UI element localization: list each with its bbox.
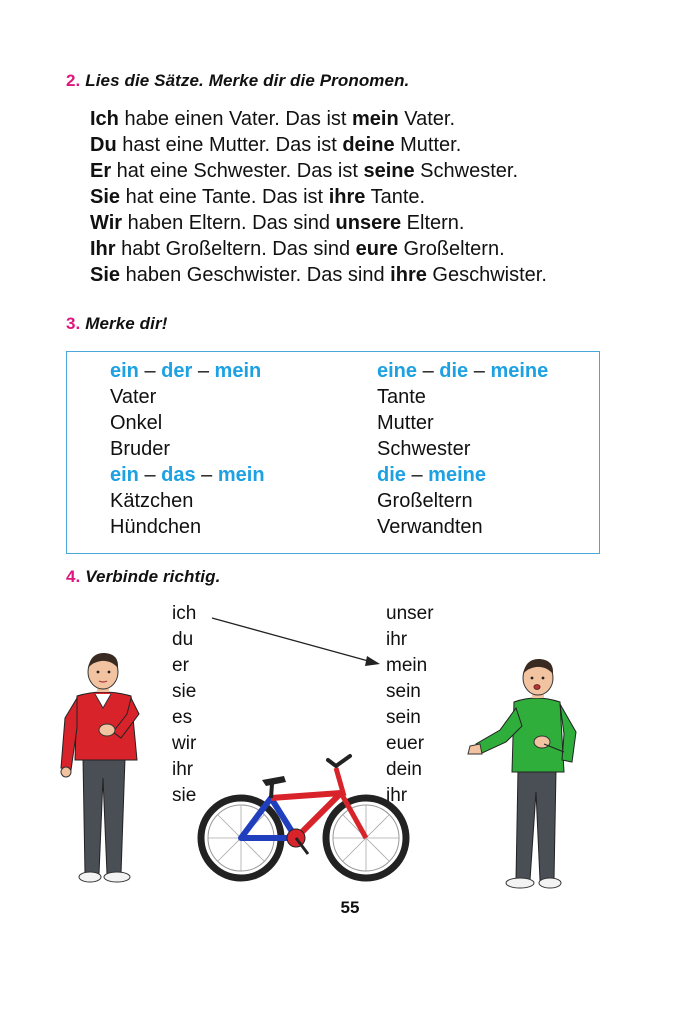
sentence-subject: Ihr xyxy=(90,238,116,260)
possessive-item[interactable]: dein xyxy=(386,759,422,780)
sentence-text: Tante. xyxy=(365,186,426,208)
arrow-line xyxy=(212,618,372,662)
sentence-text: hast eine Mutter. Das ist xyxy=(116,134,343,156)
sentence-pronoun: seine xyxy=(363,160,415,182)
article-word: ein xyxy=(110,464,139,486)
dash: – xyxy=(138,464,162,486)
article-word: meine xyxy=(490,360,549,382)
possessive-item[interactable]: ihr xyxy=(386,785,408,806)
noun-item: Vater xyxy=(110,386,157,408)
article-word: die xyxy=(377,464,406,486)
dash: – xyxy=(417,360,440,382)
sentence-text: Großeltern. xyxy=(397,238,505,260)
possessive-item[interactable]: sein xyxy=(386,681,421,702)
sentence-pronoun: eure xyxy=(355,238,398,260)
noun-item: Hündchen xyxy=(110,516,202,538)
boy-left-illustration xyxy=(55,648,155,888)
sentence-pronoun: ihre xyxy=(328,186,366,208)
sentence-text: Geschwister. xyxy=(426,264,547,286)
noun-item: Kätzchen xyxy=(110,490,194,512)
sentence-pronoun: deine xyxy=(342,134,395,156)
exercise-3-title: Merke dir! xyxy=(85,314,168,333)
exercise-3-number: 3. xyxy=(66,314,81,333)
exercise-2-number: 2. xyxy=(66,71,81,90)
noun-item: Bruder xyxy=(110,438,171,460)
sentence-pronoun: ihre xyxy=(390,264,427,286)
article-word: mein xyxy=(214,360,262,382)
sentence-text: hat eine Tante. Das ist xyxy=(120,186,329,208)
sentence-text: haben Geschwister. Das sind xyxy=(120,264,391,286)
article-word: die xyxy=(439,360,469,382)
pronoun-item[interactable]: ihr xyxy=(172,759,194,780)
pronoun-item[interactable]: es xyxy=(172,707,193,728)
article-word: ein xyxy=(110,360,139,382)
sentence-text: Schwester. xyxy=(414,160,519,182)
article-word: eine xyxy=(377,360,418,382)
sentence-text: habe einen Vater. Das ist xyxy=(118,108,353,130)
sentence-subject: Du xyxy=(90,134,117,156)
pronoun-item[interactable]: sie xyxy=(172,785,197,806)
article-word: das xyxy=(161,464,196,486)
article-word: meine xyxy=(428,464,486,486)
dash: – xyxy=(405,464,429,486)
noun-item: Großeltern xyxy=(377,490,473,512)
sentence-text: Mutter. xyxy=(394,134,462,156)
noun-item: Mutter xyxy=(377,412,434,434)
noun-item: Onkel xyxy=(110,412,163,434)
noun-item: Tante xyxy=(377,386,426,408)
pronoun-item[interactable]: wir xyxy=(172,733,197,754)
article-word: mein xyxy=(217,464,265,486)
boy-right-illustration xyxy=(460,652,590,892)
pronoun-item[interactable]: ich xyxy=(172,603,197,624)
dash: – xyxy=(138,360,162,382)
possessive-item[interactable]: euer xyxy=(386,733,425,754)
sentence-subject: Wir xyxy=(90,212,123,234)
page-number: 55 xyxy=(340,898,360,917)
possessive-item[interactable]: ihr xyxy=(386,629,408,650)
dash: – xyxy=(192,360,215,382)
sentence-subject: Sie xyxy=(90,186,121,208)
sentence-text: hat eine Schwester. Das ist xyxy=(111,160,364,182)
sentence-pronoun: unsere xyxy=(335,212,402,234)
dash: – xyxy=(468,360,491,382)
possessive-item[interactable]: sein xyxy=(386,707,421,728)
arrow-head xyxy=(365,656,380,666)
sentence-text: habt Großeltern. Das sind xyxy=(115,238,356,260)
article-word: der xyxy=(161,360,193,382)
pronoun-item[interactable]: er xyxy=(172,655,189,676)
pronoun-item[interactable]: du xyxy=(172,629,194,650)
pronoun-item[interactable]: sie xyxy=(172,681,197,702)
possessive-item[interactable]: unser xyxy=(386,603,434,624)
possessive-item[interactable]: mein xyxy=(386,655,428,676)
bicycle-illustration xyxy=(196,738,411,888)
exercise-2-title: Lies die Sätze. Merke dir die Pronomen. xyxy=(85,71,410,90)
sentence-subject: Er xyxy=(90,160,112,182)
sentence-subject: Ich xyxy=(90,108,119,130)
sentence-pronoun: mein xyxy=(352,108,399,130)
sentence-text: Eltern. xyxy=(401,212,465,234)
exercise-4-number: 4. xyxy=(66,567,81,586)
exercise-4-title: Verbinde richtig. xyxy=(85,567,221,586)
sentence-text: Vater. xyxy=(398,108,456,130)
dash: – xyxy=(195,464,218,486)
sentence-subject: Sie xyxy=(90,264,121,286)
noun-item: Verwandten xyxy=(377,516,483,538)
sentence-text: haben Eltern. Das sind xyxy=(122,212,336,234)
noun-item: Schwester xyxy=(377,438,471,460)
